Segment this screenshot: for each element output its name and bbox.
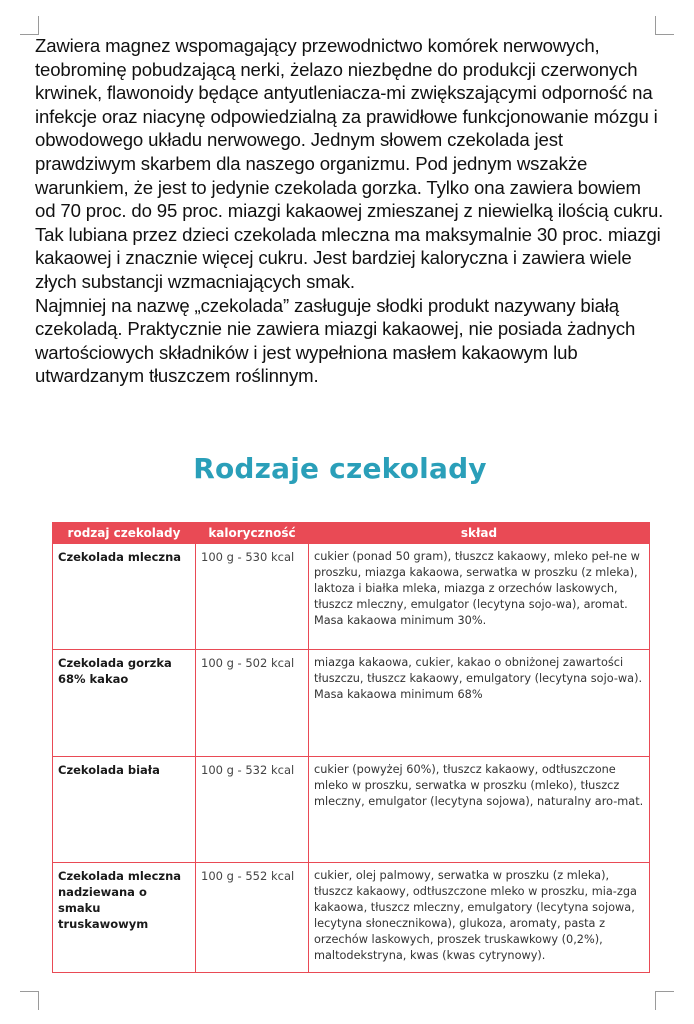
calories-value: 100 g - 530 kcal [196,544,309,650]
ingredients-text: cukier, olej palmowy, serwatka w proszku (z mleka), tłuszcz kakaowy, odtłuszczone mleko w proszku, mia-zga kakaowa, tłuszcz mleczny, emulgatory (lecytyna sojowa, lecytyna słonecznikowa), glukoza, aromaty, pasta z orzechów laskowych, proszek truskawkowy (0,2%), maltodekstryna, kwas (kwas cytrynowy). [309,863,650,973]
crop-mark-top-left [20,16,39,35]
column-header-calories: kaloryczność [196,523,309,544]
body-text [35,34,665,388]
calories-value: 100 g - 502 kcal [196,650,309,757]
ingredients-text: cukier (powyżej 60%), tłuszcz kakaowy, odtłuszczone mleko w proszku, serwatka w proszku (mleko), tłuszcz mleczny, emulgator (lecytyna sojowa), naturalny aro-mat. [309,757,650,863]
column-header-type: rodzaj czekolady [53,523,196,544]
ingredients-text: miazga kakaowa, cukier, kakao o obniżonej zawartości tłuszczu, tłuszcz kakaowy, emulgatory (lecytyna sojo-wa). Masa kakaowa minimum 68% [309,650,650,757]
table-row [53,544,650,650]
ingredients-text: cukier (ponad 50 gram), tłuszcz kakaowy, mleko peł-ne w proszku, miazga kakaowa, serwatka w proszku (z mleka), laktoza i białka mleka, miazga z orzechów laskowych, tłuszcz mleczny, emulgator (lecytyna sojo-wa), aromat. Masa kakaowa minimum 30%. [309,544,650,650]
chocolate-name: Czekolada mleczna [53,544,196,650]
paragraph: Najmniej na nazwę „czekolada” zasługuje słodki produkt nazywany białą czekoladą. Praktycznie nie zawiera miazgi kakaowej, nie posiada żadnych wartościowych składników i jest wypełniona masłem kakaowym lub utwardzanym tłuszczem roślinnym. [35,294,636,387]
section-heading: Rodzaje czekolady [193,452,487,485]
chocolate-name: Czekolada mleczna nadziewana o smaku truskawowym [53,863,196,973]
crop-mark-bottom-left [20,991,39,1010]
chocolate-types-table [52,522,650,973]
crop-mark-bottom-right [655,991,674,1010]
crop-mark-top-right [655,16,674,35]
paragraph: Zawiera magnez wspomagający przewodnictwo komórek nerwowych, teobrominę pobudzającą nerki, żelazo niezbędne do produkcji czerwonych krwinek, flawonoidy będące antyutleniacza-mi zwiększającymi odporność na infekcje oraz niacynę odpowiedzialną za prawidłowe funkcjonowanie mózgu i obwodowego układu nerwowego. Jednym słowem czekolada jest prawdziwym skarbem dla naszego organizmu. Pod jednym wszakże warunkiem, że jest to jedynie czekolada gorzka. Tylko ona zawiera bowiem od 70 proc. do 95 proc. miazgi kakaowej zmieszanej z niewielką ilością cukru. Tak lubiana przez dzieci czekolada mleczna ma maksymalnie 30 proc. miazgi kakaowej i znacznie więcej cukru. Jest bardziej kaloryczna i zawiera wiele złych substancji wzmacniających smak. [35,35,664,292]
table-row [53,650,650,757]
chocolate-name: Czekolada gorzka 68% kakao [53,650,196,757]
table-row [53,757,650,863]
chocolate-name: Czekolada biała [53,757,196,863]
table-row [53,863,650,973]
column-header-ingredients: skład [309,523,650,544]
calories-value: 100 g - 552 kcal [196,863,309,973]
calories-value: 100 g - 532 kcal [196,757,309,863]
table-header-row [53,523,650,544]
